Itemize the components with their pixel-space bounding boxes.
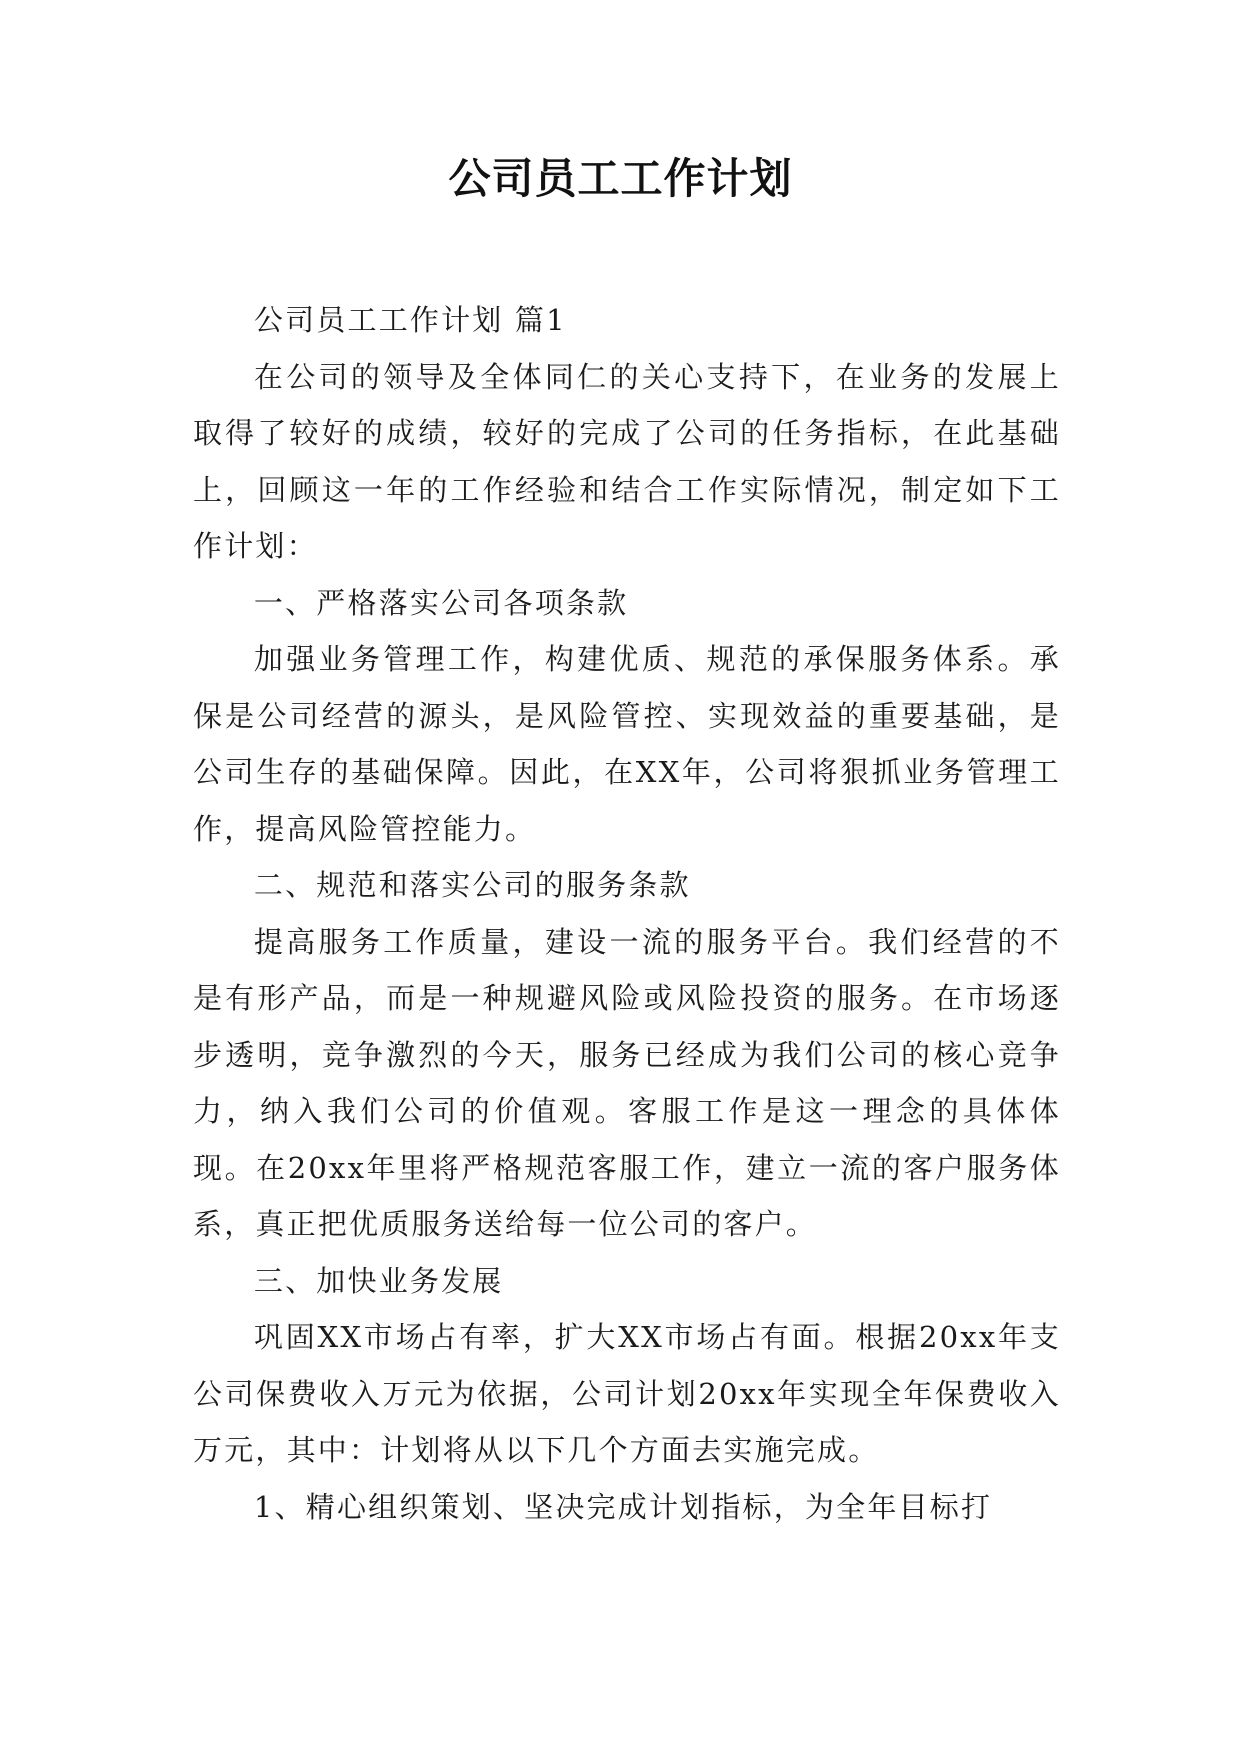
section-heading: 三、加快业务发展 bbox=[253, 1263, 504, 1298]
document-title: 公司员工工作计划 bbox=[448, 154, 793, 203]
document-body bbox=[193, 292, 1061, 1535]
section-heading: 公司员工工作计划 篇1 bbox=[253, 303, 567, 337]
paragraph: 在公司的领导及全体同仁的关心支持下，在业务的发展上取得了较好的成绩，较好的完成了公司的任务指标，在此基础上，回顾这一年的工作经验和结合工作实际情况，制定如下工作计划： bbox=[193, 359, 1061, 563]
paragraph: 1、精心组织策划、坚决完成计划指标，为全年目标打 bbox=[253, 1489, 993, 1524]
section-heading: 二、规范和落实公司的服务条款 bbox=[253, 868, 691, 902]
paragraph: 提高服务工作质量，建设一流的服务平台。我们经营的不是有形产品，而是一种规避风险或风险投资的服务。在市场逐步透明，竞争激烈的今天，服务已经成为我们公司的核心竞争力，纳入我们公司的价值观。客服工作是这一理念的具体体现。在20xx年里将严格规范客服工作，建立一流的客户服务体系，真正把优质服务送给每一位公司的客户。 bbox=[193, 924, 1061, 1241]
paragraph: 加强业务管理工作，构建优质、规范的承保服务体系。承保是公司经营的源头，是风险管控、实现效益的重要基础，是公司生存的基础保障。因此，在XX年，公司将狠抓业务管理工作，提高风险管控能力。 bbox=[193, 642, 1061, 846]
paragraph: 巩固XX市场占有率，扩大XX市场占有面。根据20xx年支公司保费收入万元为依据，公司计划20xx年实现全年保费收入万元，其中：计划将从以下几个方面去实施完成。 bbox=[193, 1320, 1061, 1467]
section-heading: 一、严格落实公司各项条款 bbox=[253, 585, 629, 620]
